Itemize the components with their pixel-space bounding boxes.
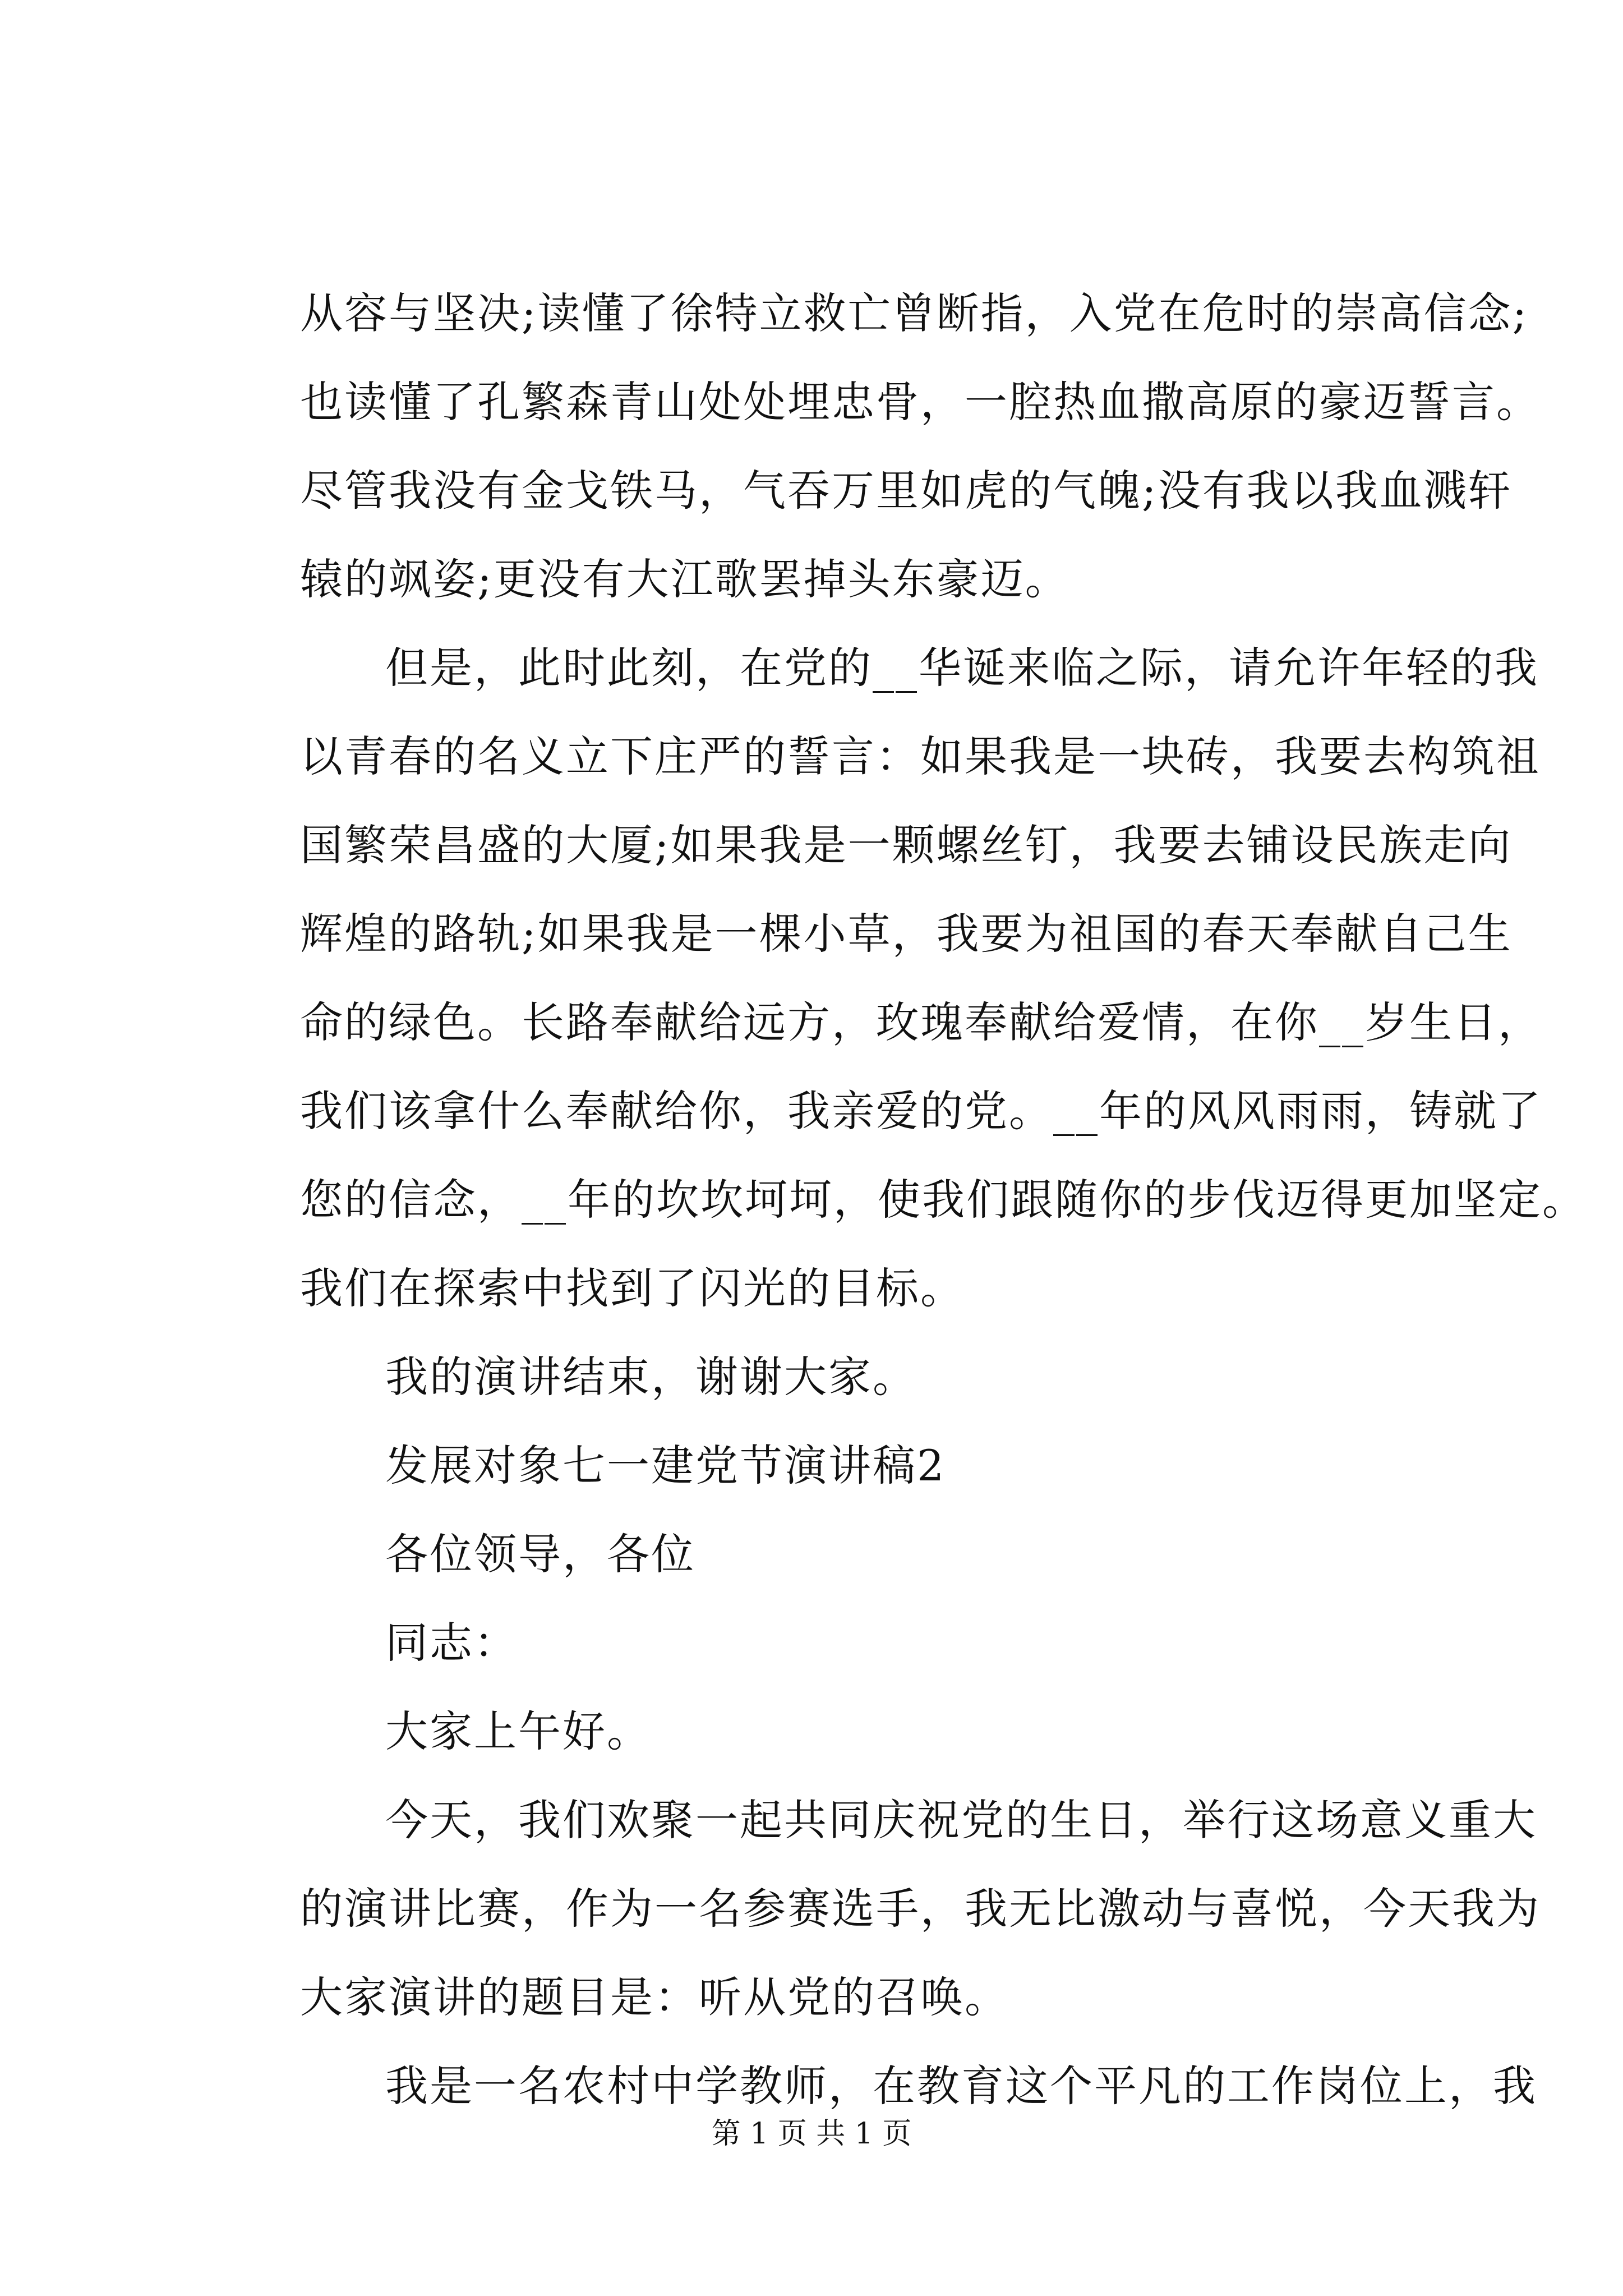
section-heading: 发展对象七一建党节演讲稿2 [385,1441,946,1490]
paragraph-line: 也读懂了孔繁森青山处处埋忠骨，一腔热血撒高原的豪迈誓言。 [300,377,1541,427]
paragraph-line: 从容与坚决;读懂了徐特立救亡曾断指，入党在危时的崇高信念; [300,288,1529,338]
document-body [300,269,1587,2131]
paragraph-line: 辕的飒姿;更没有大江歌罢掉头东豪迈。 [300,554,1069,604]
paragraph-line: 尽管我没有金戈铁马，气吞万里如虎的气魄;没有我以我血溅轩 [300,466,1513,516]
paragraph-line: 但是，此时此刻，在党的__华诞来临之际，请允许年轻的我 [385,643,1539,693]
page-footer [0,2116,1623,2152]
paragraph-line: 我的演讲结束，谢谢大家。 [385,1352,917,1402]
paragraph-line: 我是一名农村中学教师，在教育这个平凡的工作岗位上，我 [385,2061,1537,2111]
paragraph-line: 国繁荣昌盛的大厦;如果我是一颗螺丝钉，我要去铺设民族走向 [300,820,1513,870]
paragraph-line: 的演讲比赛，作为一名参赛选手，我无比激动与喜悦，今天我为 [300,1884,1541,1934]
paragraph-line: 今天，我们欢聚一起共同庆祝党的生日，举行这场意义重大 [385,1795,1537,1845]
paragraph-line: 辉煌的路轨;如果我是一棵小草，我要为祖国的春天奉献自己生 [300,909,1513,959]
paragraph-line: 您的信念，__年的坎坎坷坷，使我们跟随你的步伐迈得更加坚定。 [300,1175,1587,1225]
paragraph-line: 以青春的名义立下庄严的誓言：如果我是一块砖，我要去构筑祖 [300,731,1541,781]
salutation-line: 同志： [385,1618,518,1668]
greeting-line: 大家上午好。 [385,1706,651,1756]
paragraph-line: 我们在探索中找到了闪光的目标。 [300,1263,965,1313]
paragraph-line: 命的绿色。长路奉献给远方，玫瑰奉献给爱情，在你__岁生日， [300,997,1542,1047]
paragraph-line: 大家演讲的题目是：听从党的召唤。 [300,1972,1009,2022]
paragraph-line: 我们该拿什么奉献给你，我亲爱的党。__年的风风雨雨，铸就了 [300,1086,1542,1136]
salutation-line: 各位领导，各位 [385,1529,695,1579]
page-number-label: 第 1 页 共 1 页 [711,2117,912,2151]
